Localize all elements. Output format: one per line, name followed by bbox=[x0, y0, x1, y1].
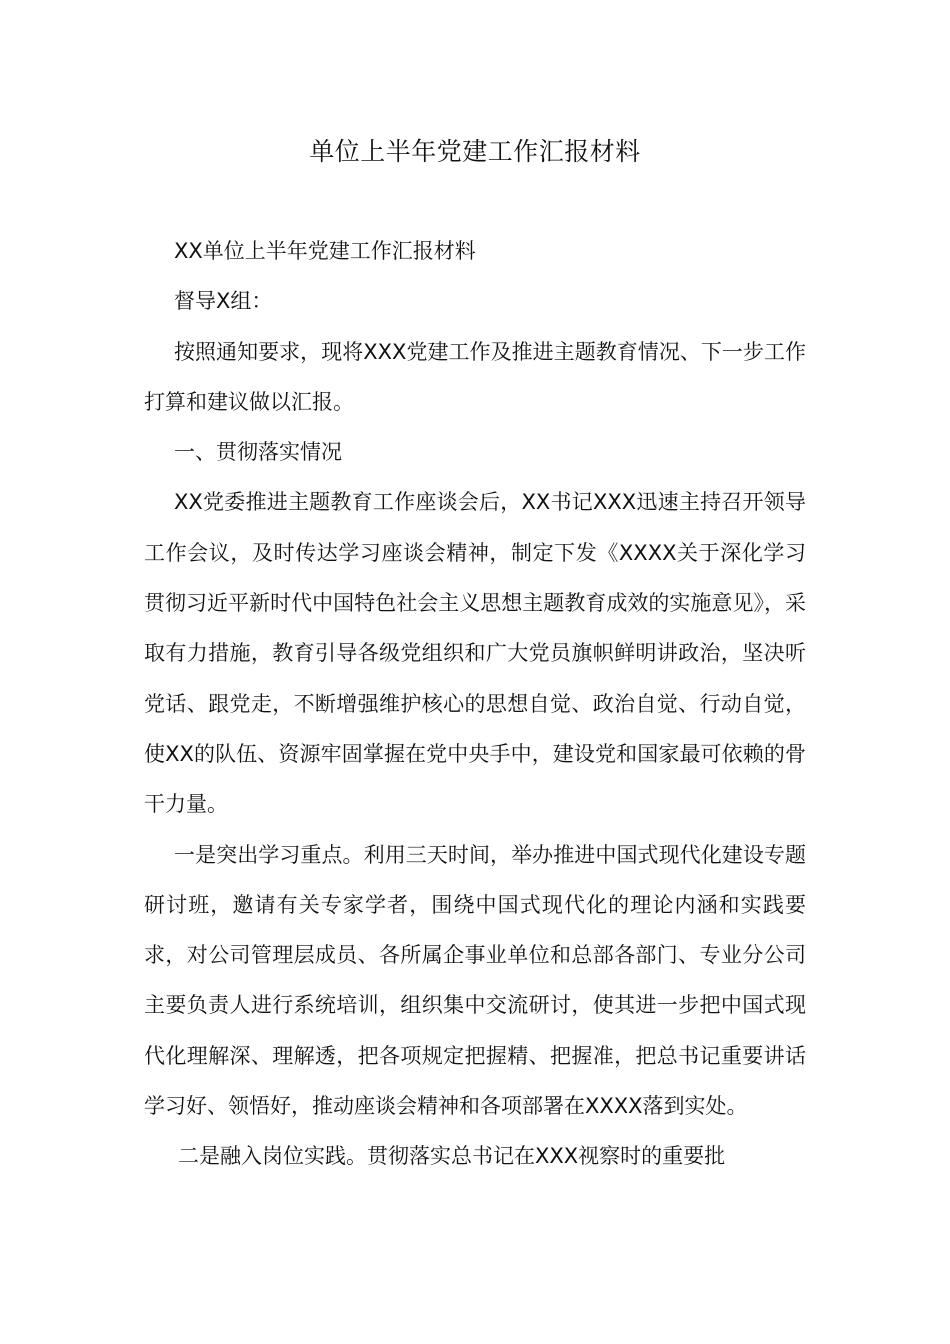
paragraph-salutation: 督导X组： bbox=[174, 289, 273, 314]
paragraph-point-two: 二是融入岗位实践。贯彻落实总书记在XXX视察时的重要批 bbox=[178, 1144, 726, 1169]
paragraph-point-one: 一是突出学习重点。利用三天时间，举办推进中国式现代化建设专题研讨班，邀请有关专家学者，围绕中国式现代化的理论内涵和实践要求，对公司管理层成员、各所属企事业单位和总部各部门、专业分公司主要负责人进行系统培训，组织集中交流研讨，使其进一步把中国式现代化理解深、理解透，把各项规定把握精、把握准，把总书记重要讲话学习好、领悟好，推动座谈会精神和各项部署在XXXX落到实处。 bbox=[144, 842, 806, 1119]
document-title: 单位上半年党建工作汇报材料 bbox=[309, 137, 641, 166]
paragraph-intro: 按照通知要求，现将XXX党建工作及推进主题教育情况、下一步工作打算和建议做以汇报。 bbox=[144, 339, 806, 414]
document-body bbox=[144, 226, 806, 1182]
paragraph-implementation: XX党委推进主题教育工作座谈会后，XX书记XXX迅速主持召开领导工作会议，及时传达学习座谈会精神，制定下发《XXXX关于深化学习贯彻习近平新时代中国特色社会主义思想主题教育成效的实施意见》，采取有力措施，教育引导各级党组织和广大党员旗帜鲜明讲政治，坚决听党话、跟党走，不断增强维护核心的思想自觉、政治自觉、行动自觉，使XX的队伍、资源牢固掌握在党中央手中，建设党和国家最可依赖的骨干力量。 bbox=[144, 490, 806, 817]
section-heading: 一、贯彻落实情况 bbox=[174, 440, 342, 465]
paragraph-heading-repeat: XX单位上半年党建工作汇报材料 bbox=[174, 239, 476, 263]
